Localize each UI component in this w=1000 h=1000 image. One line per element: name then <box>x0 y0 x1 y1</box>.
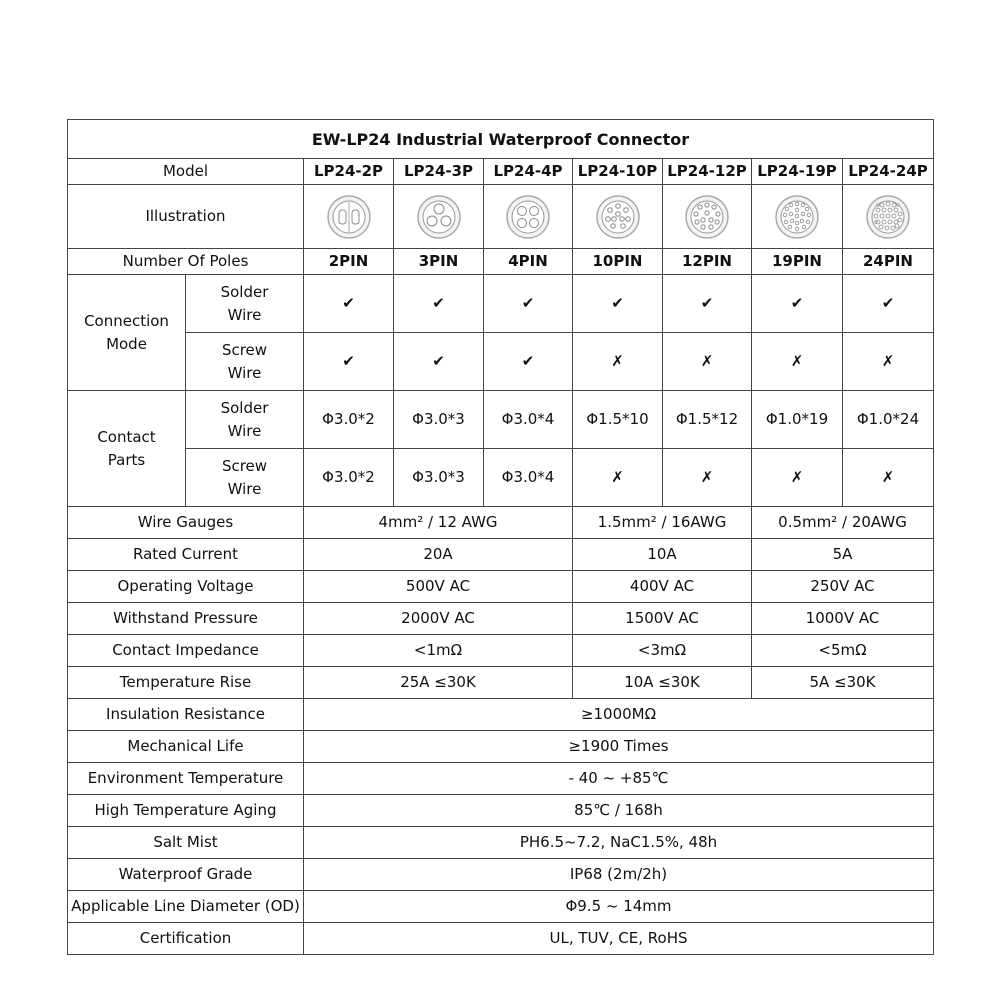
row-label: Contact Impedance <box>68 635 304 667</box>
check-icon: ✔ <box>394 333 484 391</box>
row-label: Environment Temperature <box>68 763 304 795</box>
connection-screw-row <box>68 333 934 391</box>
row-value: IP68 (2m/2h) <box>304 859 934 891</box>
connector-12pin-icon <box>663 185 752 249</box>
contact-parts-label <box>68 391 186 507</box>
contact-value: Φ1.5*10 <box>573 391 663 449</box>
contact-value: Φ3.0*3 <box>394 449 484 507</box>
solder-wire-label <box>186 275 304 333</box>
poles-cell: 10PIN <box>573 249 663 275</box>
model-cell: LP24-2P <box>304 159 394 185</box>
connector-2pin-icon <box>304 185 394 249</box>
row-value: 500V AC <box>304 571 573 603</box>
connector-24pin-icon <box>843 185 934 249</box>
row-value: 20A <box>304 539 573 571</box>
table-row <box>68 539 934 571</box>
solder-wire-label <box>186 391 304 449</box>
cross-icon: ✗ <box>573 333 663 391</box>
connection-solder-row <box>68 275 934 333</box>
contact-value: Φ3.0*4 <box>484 449 573 507</box>
contact-value: Φ3.0*3 <box>394 391 484 449</box>
screw-label-line1: Screw <box>221 456 268 475</box>
row-value: 25A ≤30K <box>304 667 573 699</box>
table-row <box>68 731 934 763</box>
row-value: 1000V AC <box>752 603 934 635</box>
connection-mode-label <box>68 275 186 391</box>
illustration-row <box>68 185 934 249</box>
cross-icon: ✗ <box>843 333 934 391</box>
row-label: Waterproof Grade <box>68 859 304 891</box>
row-label: Insulation Resistance <box>68 699 304 731</box>
connection-mode-label-line2: Mode <box>106 334 147 353</box>
table-title: EW-LP24 Industrial Waterproof Connector <box>68 120 934 159</box>
table-row <box>68 763 934 795</box>
cross-icon: ✗ <box>752 333 843 391</box>
poles-label: Number Of Poles <box>68 249 304 275</box>
solder-label-line1: Solder <box>220 282 269 301</box>
check-icon: ✔ <box>304 275 394 333</box>
poles-cell: 3PIN <box>394 249 484 275</box>
row-value: <1mΩ <box>304 635 573 667</box>
check-icon: ✔ <box>573 275 663 333</box>
model-cell: LP24-12P <box>663 159 752 185</box>
contact-value: Φ1.0*24 <box>843 391 934 449</box>
row-label: Mechanical Life <box>68 731 304 763</box>
row-value: 5A <box>752 539 934 571</box>
table-row <box>68 571 934 603</box>
row-label: Operating Voltage <box>68 571 304 603</box>
screw-wire-label <box>186 333 304 391</box>
model-cell: LP24-4P <box>484 159 573 185</box>
poles-cell: 4PIN <box>484 249 573 275</box>
row-value: 250V AC <box>752 571 934 603</box>
check-icon: ✔ <box>843 275 934 333</box>
row-label: Temperature Rise <box>68 667 304 699</box>
model-label: Model <box>68 159 304 185</box>
table-row <box>68 699 934 731</box>
row-value: 10A ≤30K <box>573 667 752 699</box>
connector-3pin-icon <box>394 185 484 249</box>
row-value: 10A <box>573 539 752 571</box>
row-value: - 40 ~ +85℃ <box>304 763 934 795</box>
check-icon: ✔ <box>484 275 573 333</box>
contact-solder-row <box>68 391 934 449</box>
row-value: <5mΩ <box>752 635 934 667</box>
contact-value: Φ3.0*2 <box>304 449 394 507</box>
model-cell: LP24-10P <box>573 159 663 185</box>
screw-label-line2: Wire <box>227 479 262 498</box>
poles-row <box>68 249 934 275</box>
check-icon: ✔ <box>304 333 394 391</box>
connector-10pin-icon <box>573 185 663 249</box>
row-label: Wire Gauges <box>68 507 304 539</box>
contact-value: Φ1.0*19 <box>752 391 843 449</box>
illustration-label: Illustration <box>68 185 304 249</box>
model-cell: LP24-24P <box>843 159 934 185</box>
table-row <box>68 859 934 891</box>
row-value: PH6.5~7.2, NaC1.5%, 48h <box>304 827 934 859</box>
table-row <box>68 635 934 667</box>
solder-label-line2: Wire <box>227 421 262 440</box>
cross-icon: ✗ <box>663 333 752 391</box>
row-value: ≥1900 Times <box>304 731 934 763</box>
connection-mode-label-line1: Connection <box>84 311 169 330</box>
poles-cell: 24PIN <box>843 249 934 275</box>
contact-parts-label-line1: Contact <box>97 427 156 446</box>
row-value: ≥1000MΩ <box>304 699 934 731</box>
table-row <box>68 667 934 699</box>
table-row <box>68 923 934 955</box>
connector-19pin-icon <box>752 185 843 249</box>
cross-icon: ✗ <box>843 449 934 507</box>
row-value: 0.5mm² / 20AWG <box>752 507 934 539</box>
solder-label-line1: Solder <box>220 398 269 417</box>
poles-cell: 12PIN <box>663 249 752 275</box>
row-value: <3mΩ <box>573 635 752 667</box>
spec-table <box>67 119 934 955</box>
row-value: 2000V AC <box>304 603 573 635</box>
model-row <box>68 159 934 185</box>
cross-icon: ✗ <box>573 449 663 507</box>
check-icon: ✔ <box>484 333 573 391</box>
row-value: 4mm² / 12 AWG <box>304 507 573 539</box>
model-cell: LP24-19P <box>752 159 843 185</box>
table-row <box>68 507 934 539</box>
check-icon: ✔ <box>752 275 843 333</box>
row-value: UL, TUV, CE, RoHS <box>304 923 934 955</box>
row-value: 400V AC <box>573 571 752 603</box>
contact-screw-row <box>68 449 934 507</box>
check-icon: ✔ <box>394 275 484 333</box>
contact-value: Φ3.0*4 <box>484 391 573 449</box>
screw-label-line2: Wire <box>227 363 262 382</box>
contact-value: Φ1.5*12 <box>663 391 752 449</box>
poles-cell: 2PIN <box>304 249 394 275</box>
table-row <box>68 891 934 923</box>
poles-cell: 19PIN <box>752 249 843 275</box>
screw-label-line1: Screw <box>221 340 268 359</box>
check-icon: ✔ <box>663 275 752 333</box>
row-label: Salt Mist <box>68 827 304 859</box>
contact-parts-label-line2: Parts <box>107 450 146 469</box>
row-label: Withstand Pressure <box>68 603 304 635</box>
table-row <box>68 795 934 827</box>
row-value: 1500V AC <box>573 603 752 635</box>
row-label: Applicable Line Diameter (OD) <box>68 891 304 923</box>
connector-4pin-icon <box>484 185 573 249</box>
row-value: Φ9.5 ~ 14mm <box>304 891 934 923</box>
screw-wire-label <box>186 449 304 507</box>
row-value: 85℃ / 168h <box>304 795 934 827</box>
solder-label-line2: Wire <box>227 305 262 324</box>
contact-value: Φ3.0*2 <box>304 391 394 449</box>
row-value: 1.5mm² / 16AWG <box>573 507 752 539</box>
row-label: High Temperature Aging <box>68 795 304 827</box>
cross-icon: ✗ <box>663 449 752 507</box>
cross-icon: ✗ <box>752 449 843 507</box>
row-label: Rated Current <box>68 539 304 571</box>
model-cell: LP24-3P <box>394 159 484 185</box>
row-label: Certification <box>68 923 304 955</box>
table-row <box>68 827 934 859</box>
table-row <box>68 603 934 635</box>
row-value: 5A ≤30K <box>752 667 934 699</box>
